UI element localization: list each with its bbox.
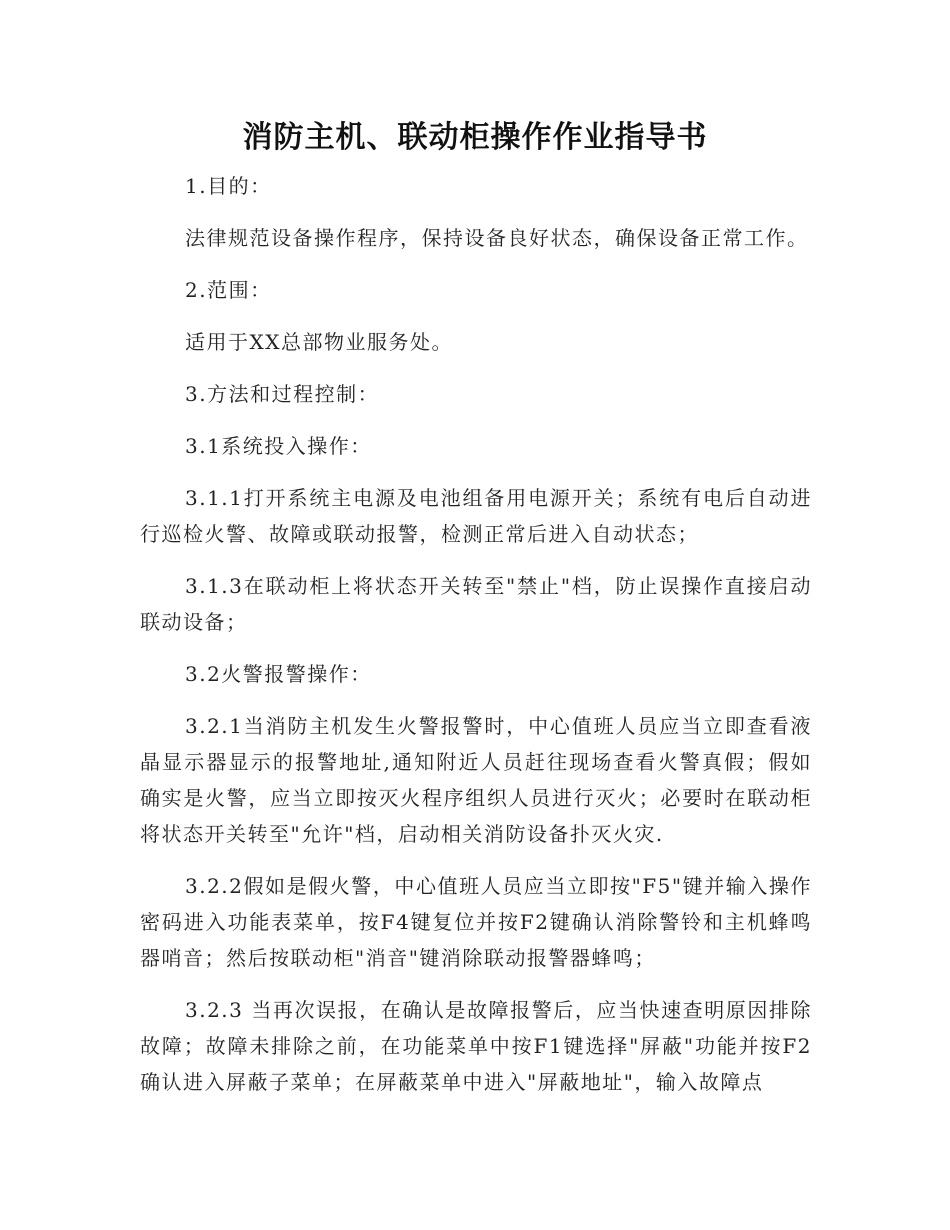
paragraph-3-1-1: 3.1.1打开系统主电源及电池组备用电源开关；系统有电后自动进行巡检火警、故障或联动报警，检测正常后进入自动状态； xyxy=(140,486,812,546)
subsection-heading-3-1: 3.1系统投入操作： xyxy=(185,434,372,458)
document-body xyxy=(140,168,812,1100)
section-heading-scope: 2.范围： xyxy=(185,278,272,302)
paragraph-3-1-3: 3.1.3在联动柜上将状态开关转至"禁止"档，防止误操作直接启动联动设备； xyxy=(140,574,812,634)
paragraph-scope: 适用于XX总部物业服务处。 xyxy=(185,330,453,354)
paragraph-3-2-3: 3.2.3 当再次误报，在确认是故障报警后，应当快速查明原因排除故障；故障未排除之前，在功能菜单中按F1键选择"屏蔽"功能并按F2确认进入屏蔽子菜单；在屏蔽菜单中进入"屏蔽地址"，输入故障点 xyxy=(140,998,812,1094)
section-heading-purpose: 1.目的： xyxy=(185,174,272,198)
subsection-heading-3-2: 3.2火警报警操作： xyxy=(185,662,372,686)
paragraph-3-2-2: 3.2.2假如是假火警，中心值班人员应当立即按"F5"键并输入操作密码进入功能表菜单，按F4键复位并按F2键确认消除警铃和主机蜂鸣器哨音；然后按联动柜"消音"键消除联动报警器蜂鸣； xyxy=(140,874,812,970)
document-title: 消防主机、联动柜操作作业指导书 xyxy=(242,120,708,155)
paragraph-3-2-1: 3.2.1当消防主机发生火警报警时，中心值班人员应当立即查看液晶显示器显示的报警地址,通知附近人员赶往现场查看火警真假；假如确实是火警，应当立即按灭火程序组织人员进行灭火；必要时在联动柜将状态开关转至"允许"档，启动相关消防设备扑灭火灾. xyxy=(140,714,812,846)
section-heading-method: 3.方法和过程控制： xyxy=(185,382,380,406)
paragraph-purpose: 法律规范设备操作程序，保持设备良好状态，确保设备正常工作。 xyxy=(185,226,809,250)
